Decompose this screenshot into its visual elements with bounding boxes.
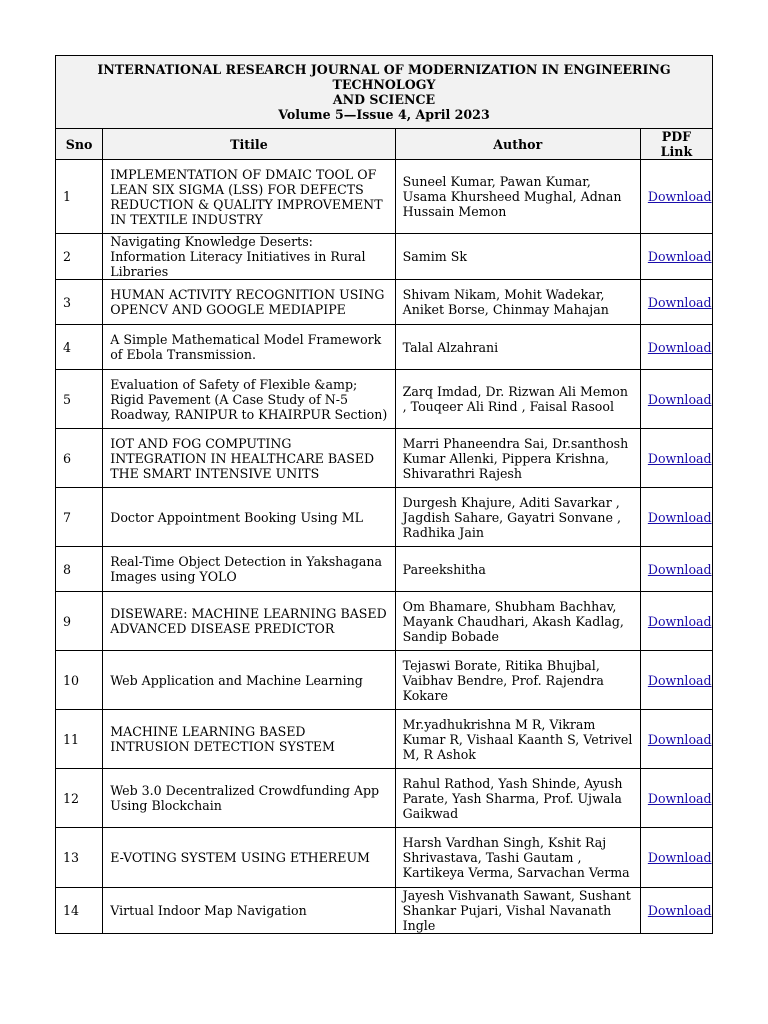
row-title: E-VOTING SYSTEM USING ETHEREUM xyxy=(103,828,395,888)
row-sno: 7 xyxy=(56,488,103,547)
row-author: Samim Sk xyxy=(395,234,640,280)
download-link[interactable]: Download xyxy=(647,450,712,466)
row-pdf-cell xyxy=(640,429,712,488)
row-pdf-cell xyxy=(640,280,712,325)
table-row xyxy=(56,828,713,888)
row-sno: 2 xyxy=(56,234,103,280)
table-row xyxy=(56,488,713,547)
row-pdf-cell xyxy=(640,651,712,710)
table-row xyxy=(56,325,713,370)
journal-header-row xyxy=(56,56,713,129)
column-header-row xyxy=(56,129,713,160)
row-author: Rahul Rathod, Yash Shinde, Ayush Parate, Yash Sharma, Prof. Ujwala Gaikwad xyxy=(395,769,640,828)
table-row xyxy=(56,651,713,710)
row-author: Mr.yadhukrishna M R, Vikram Kumar R, Vishaal Kaanth S, Vetrivel M, R Ashok xyxy=(395,710,640,769)
download-link[interactable]: Download xyxy=(647,249,712,264)
table-body xyxy=(56,160,713,934)
row-sno: 6 xyxy=(56,429,103,488)
download-link[interactable]: Download xyxy=(647,613,712,629)
download-link[interactable]: Download xyxy=(647,850,712,865)
row-sno: 3 xyxy=(56,280,103,325)
row-pdf-cell xyxy=(640,488,712,547)
column-header-author: Author xyxy=(395,129,640,160)
row-sno: 11 xyxy=(56,710,103,769)
table-row xyxy=(56,710,713,769)
table-row xyxy=(56,547,713,592)
row-author: Jayesh Vishvanath Sawant, Sushant Shankar Pujari, Vishal Navanath Ingle xyxy=(395,888,640,934)
row-pdf-cell xyxy=(640,592,712,651)
download-link[interactable]: Download xyxy=(647,294,712,310)
row-pdf-cell xyxy=(640,828,712,888)
download-link[interactable]: Download xyxy=(647,561,712,577)
row-sno: 4 xyxy=(56,325,103,370)
row-title: Web 3.0 Decentralized Crowdfunding App Using Blockchain xyxy=(103,769,395,828)
table-row xyxy=(56,592,713,651)
journal-volume-issue: Volume 5—Issue 4, April 2023 xyxy=(278,107,490,122)
journal-header xyxy=(56,56,713,129)
download-link[interactable]: Download xyxy=(647,509,712,525)
row-title: A Simple Mathematical Model Framework of Ebola Transmission. xyxy=(103,325,395,370)
row-author: Suneel Kumar, Pawan Kumar, Usama Khursheed Mughal, Adnan Hussain Memon xyxy=(395,160,640,234)
row-pdf-cell xyxy=(640,710,712,769)
column-header-sno: Sno xyxy=(56,129,103,160)
row-title: MACHINE LEARNING BASED INTRUSION DETECTION SYSTEM xyxy=(103,710,395,769)
download-link[interactable]: Download xyxy=(647,339,712,355)
row-sno: 5 xyxy=(56,370,103,429)
table-row xyxy=(56,370,713,429)
row-author: Pareekshitha xyxy=(395,547,640,592)
row-title: HUMAN ACTIVITY RECOGNITION USING OPENCV AND GOOGLE MEDIAPIPE xyxy=(103,280,395,325)
table-row xyxy=(56,429,713,488)
row-pdf-cell xyxy=(640,769,712,828)
download-link[interactable]: Download xyxy=(647,790,712,806)
row-title: IMPLEMENTATION OF DMAIC TOOL OF LEAN SIX SIGMA (LSS) FOR DEFECTS REDUCTION & QUALITY IMPROVEMENT IN TEXTILE INDUSTRY xyxy=(103,160,395,234)
table-row xyxy=(56,234,713,280)
row-sno: 13 xyxy=(56,828,103,888)
row-author: Shivam Nikam, Mohit Wadekar, Aniket Borse, Chinmay Mahajan xyxy=(395,280,640,325)
row-author: Om Bhamare, Shubham Bachhav, Mayank Chaudhari, Akash Kadlag, Sandip Bobade xyxy=(395,592,640,651)
table-row xyxy=(56,769,713,828)
row-author: Harsh Vardhan Singh, Kshit Raj Shrivastava, Tashi Gautam , Kartikeya Verma, Sarvachan Verma xyxy=(395,828,640,888)
journal-name-line2: AND SCIENCE xyxy=(332,92,436,107)
row-title: IOT AND FOG COMPUTING INTEGRATION IN HEALTHCARE BASED THE SMART INTENSIVE UNITS xyxy=(103,429,395,488)
row-title: DISEWARE: MACHINE LEARNING BASED ADVANCED DISEASE PREDICTOR xyxy=(103,592,395,651)
row-author: Marri Phaneendra Sai, Dr.santhosh Kumar Allenki, Pippera Krishna, Shivarathri Rajesh xyxy=(395,429,640,488)
row-pdf-cell xyxy=(640,160,712,234)
row-pdf-cell xyxy=(640,888,712,934)
download-link[interactable]: Download xyxy=(647,391,712,407)
row-title: Virtual Indoor Map Navigation xyxy=(103,888,395,934)
download-link[interactable]: Download xyxy=(647,189,712,204)
row-title: Web Application and Machine Learning xyxy=(103,651,395,710)
download-link[interactable]: Download xyxy=(647,903,712,918)
journal-table xyxy=(55,55,713,934)
row-sno: 9 xyxy=(56,592,103,651)
column-header-pdf-link: PDF Link xyxy=(640,129,712,160)
column-header-title: Titile xyxy=(103,129,395,160)
row-sno: 10 xyxy=(56,651,103,710)
table-row xyxy=(56,280,713,325)
row-author: Talal Alzahrani xyxy=(395,325,640,370)
row-title: Navigating Knowledge Deserts: Information Literacy Initiatives in Rural Libraries xyxy=(103,234,395,280)
row-author: Zarq Imdad, Dr. Rizwan Ali Memon , Touqeer Ali Rind , Faisal Rasool xyxy=(395,370,640,429)
row-title: Doctor Appointment Booking Using ML xyxy=(103,488,395,547)
row-sno: 8 xyxy=(56,547,103,592)
table-row xyxy=(56,160,713,234)
row-title: Real-Time Object Detection in Yakshagana Images using YOLO xyxy=(103,547,395,592)
journal-name-line1: INTERNATIONAL RESEARCH JOURNAL OF MODERNIZATION IN ENGINEERING TECHNOLOGY xyxy=(97,62,671,92)
download-link[interactable]: Download xyxy=(647,672,712,688)
row-author: Durgesh Khajure, Aditi Savarkar , Jagdish Sahare, Gayatri Sonvane , Radhika Jain xyxy=(395,488,640,547)
row-pdf-cell xyxy=(640,234,712,280)
row-sno: 12 xyxy=(56,769,103,828)
row-author: Tejaswi Borate, Ritika Bhujbal, Vaibhav Bendre, Prof. Rajendra Kokare xyxy=(395,651,640,710)
row-title: Evaluation of Safety of Flexible &amp; Rigid Pavement (A Case Study of N-5 Roadway, RANIPUR to KHAIRPUR Section) xyxy=(103,370,395,429)
download-link[interactable]: Download xyxy=(647,731,712,747)
row-pdf-cell xyxy=(640,547,712,592)
row-sno: 14 xyxy=(56,888,103,934)
row-pdf-cell xyxy=(640,325,712,370)
table-row xyxy=(56,888,713,934)
row-pdf-cell xyxy=(640,370,712,429)
row-sno: 1 xyxy=(56,160,103,234)
